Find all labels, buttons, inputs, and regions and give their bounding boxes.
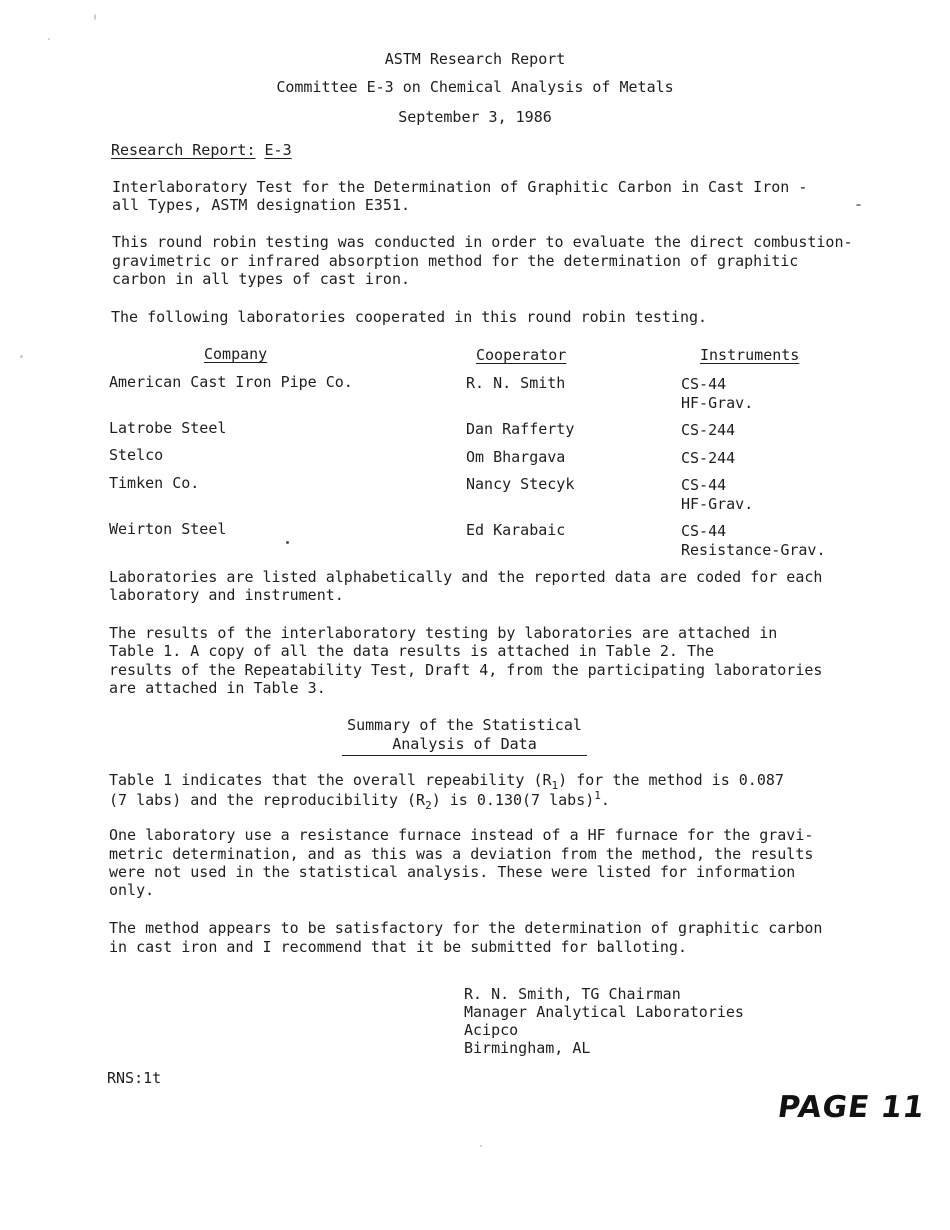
company-cell: Stelco <box>109 446 164 464</box>
cooperator-cell: Om Bhargava <box>466 448 566 466</box>
resistance-line-4: only. <box>109 881 155 899</box>
results-line-2: Table 1. A copy of all the data results is attached in Table 2. The <box>109 642 715 660</box>
signature-title: Manager Analytical Laboratories <box>464 1003 744 1021</box>
cooperator-cell: Nancy Stecyk <box>466 475 575 493</box>
title-line-1: Interlaboratory Test for the Determination of Graphitic Carbon in Cast Iron - <box>112 178 808 196</box>
resistance-line-2: metric determination, and as this was a deviation from the method, the results <box>109 845 814 863</box>
cooperator-cell: R. N. Smith <box>466 374 566 392</box>
signature-name: R. N. Smith, TG Chairman <box>464 985 681 1003</box>
purpose-line-1: This round robin testing was conducted in order to evaluate the direct combustion- <box>112 233 853 251</box>
statistics-line-1-start: Table 1 indicates that the overall repeability (R <box>109 771 552 789</box>
scan-speck <box>48 38 50 40</box>
company-cell: Timken Co. <box>109 474 200 492</box>
company-cell: Weirton Steel <box>109 520 227 538</box>
instrument-cell: Resistance-Grav. <box>681 541 826 559</box>
scan-speck <box>20 355 23 358</box>
cooperated-sentence: The following laboratories cooperated in this round robin testing. <box>111 308 708 326</box>
column-header-instruments: Instruments <box>700 346 800 364</box>
resistance-line-1: One laboratory use a resistance furnace instead of a HF furnace for the gravi- <box>109 826 814 844</box>
committee-heading: Committee E-3 on Chemical Analysis of Metals <box>276 78 674 96</box>
instrument-cell: CS-44 <box>681 476 727 494</box>
summary-title-line-1: Summary of the Statistical <box>347 716 582 734</box>
research-report-label-text: Research Report: <box>111 141 256 159</box>
column-header-cooperator: Cooperator <box>476 346 567 364</box>
scan-speck <box>480 1145 482 1147</box>
listed-line-2: laboratory and instrument. <box>109 586 344 604</box>
instrument-cell: CS-44 <box>681 522 727 540</box>
summary-title-line-2: Analysis of Data <box>392 735 537 753</box>
statistics-line-2-end: . <box>600 791 610 809</box>
repeatability-subscript: 1 <box>551 779 559 792</box>
statistics-line-2 <box>109 789 610 812</box>
summary-title <box>342 716 587 756</box>
title-line-2: all Types, ASTM designation E351. <box>112 196 411 214</box>
conclusion-line-1: The method appears to be satisfactory for the determination of graphitic carbon <box>109 919 823 937</box>
results-line-3: results of the Repeatability Test, Draft 4, from the participating laboratories <box>109 661 823 679</box>
purpose-line-2: gravimetric or infrared absorption method for the determination of graphitic <box>112 252 799 270</box>
instrument-cell: CS-244 <box>681 421 736 439</box>
company-cell: Latrobe Steel <box>109 419 227 437</box>
instrument-cell: CS-244 <box>681 449 736 467</box>
instrument-cell: HF-Grav. <box>681 495 754 513</box>
purpose-line-3: carbon in all types of cast iron. <box>112 270 411 288</box>
footnote-superscript: 1 <box>594 789 601 802</box>
instrument-cell: CS-44 <box>681 375 727 393</box>
report-date: September 3, 1986 <box>398 108 552 126</box>
results-line-4: are attached in Table 3. <box>109 679 326 697</box>
company-cell: American Cast Iron Pipe Co. <box>109 373 353 391</box>
report-heading: ASTM Research Report <box>384 50 566 68</box>
listed-line-1: Laboratories are listed alphabetically and the reported data are coded for each <box>109 568 823 586</box>
cooperator-cell: Ed Karabaic <box>466 521 566 539</box>
results-line-1: The results of the interlaboratory testing by laboratories are attached in <box>109 624 778 642</box>
statistics-line-2-start: (7 labs) and the reproducibility (R <box>109 791 426 809</box>
scan-speck <box>286 541 289 544</box>
research-report-label <box>111 141 292 159</box>
column-header-company: Company <box>204 345 268 363</box>
statistics-line-1-end: ) for the method is 0.087 <box>558 771 784 789</box>
signature-company: Acipco <box>464 1021 519 1039</box>
instrument-cell: HF-Grav. <box>681 394 754 412</box>
statistics-line-2-middle: ) is 0.130(7 labs) <box>431 791 595 809</box>
conclusion-line-2: in cast iron and I recommend that it be submitted for balloting. <box>109 938 687 956</box>
resistance-line-3: were not used in the statistical analysis. These were listed for information <box>109 863 796 881</box>
signature-location: Birmingham, AL <box>464 1039 591 1057</box>
scan-speck <box>856 204 861 206</box>
research-report-number: E-3 <box>264 141 292 159</box>
scan-speck <box>94 14 96 20</box>
reproducibility-subscript: 2 <box>425 799 432 812</box>
typist-initials: RNS:1t <box>107 1069 162 1087</box>
cooperator-cell: Dan Rafferty <box>466 420 575 438</box>
handwritten-page-number: PAGE 11 <box>775 1090 928 1125</box>
